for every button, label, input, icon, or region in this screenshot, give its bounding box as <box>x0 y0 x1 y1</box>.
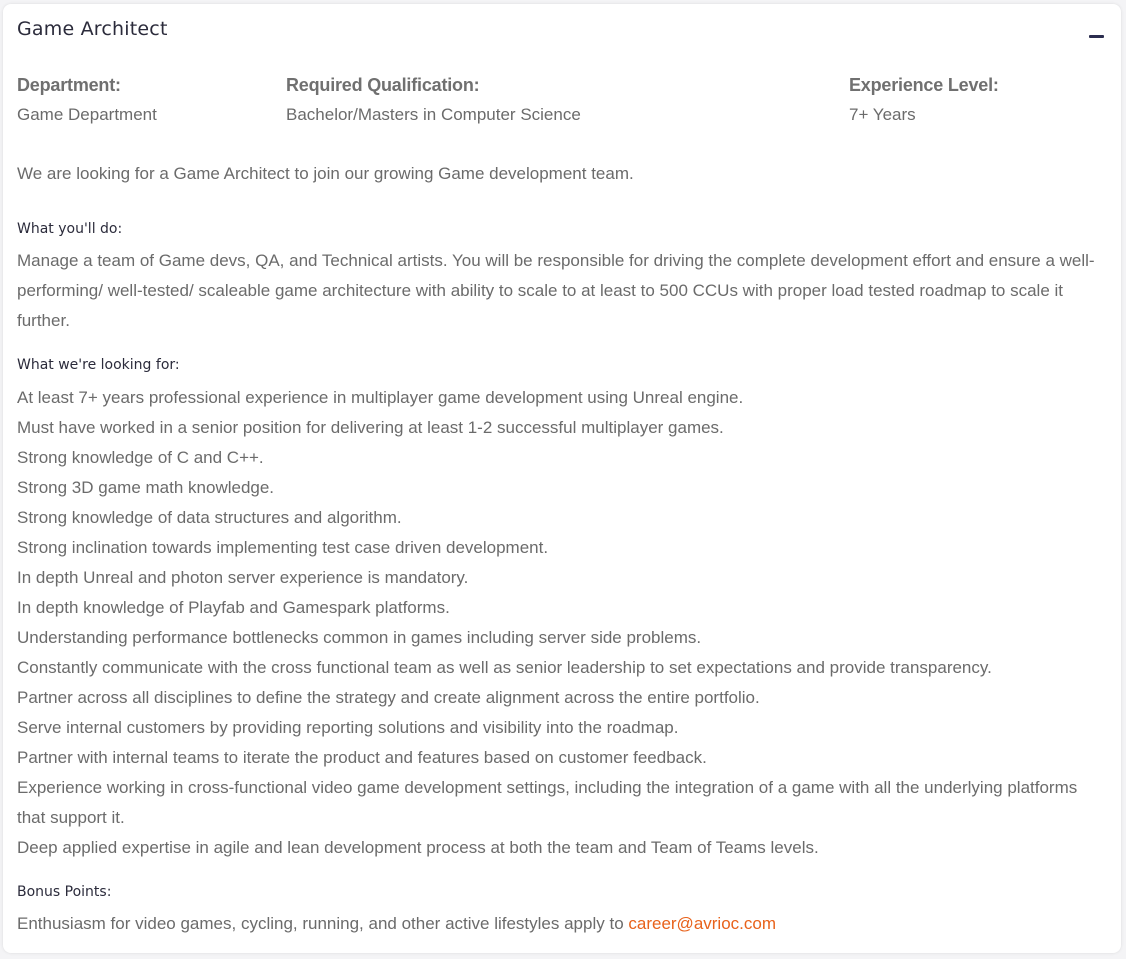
job-header[interactable] <box>17 16 1107 46</box>
job-card <box>3 4 1121 953</box>
what-you-do-text: Manage a team of Game devs, QA, and Technical artists. You will be responsible for driving the complete development effort and ensure a well-performing/ well-tested/ scaleable game architecture with ability to scale to at least to 500 CCUs with proper load tested roadmap to scale it further. <box>17 251 1095 330</box>
list-item: Experience working in cross-functional video game development settings, including the integration of a game with all the underlying platforms that support it. <box>17 778 1078 827</box>
requirements-list <box>17 383 1107 863</box>
meta-experience <box>849 74 1099 126</box>
list-item: In depth Unreal and photon server experience is mandatory. <box>17 568 469 587</box>
list-item: Serve internal customers by providing reporting solutions and visibility into the roadmap. <box>17 718 679 737</box>
meta-department <box>17 74 277 126</box>
list-item: Partner with internal teams to iterate the product and features based on customer feedback. <box>17 748 707 767</box>
bonus-text: Enthusiasm for video games, cycling, running, and other active lifestyles apply to <box>17 914 629 933</box>
list-item: Must have worked in a senior position for delivering at least 1-2 successful multiplayer games. <box>17 418 724 437</box>
collapse-button[interactable] <box>1087 21 1107 41</box>
experience-value: 7+ Years <box>849 105 916 124</box>
list-item: Constantly communicate with the cross functional team as well as senior leadership to set expectations and provide transparency. <box>17 658 992 677</box>
requirements-list-container <box>17 383 1107 863</box>
qualification-label: Required Qualification: <box>286 75 480 95</box>
minus-icon <box>1089 35 1104 38</box>
qualification-value: Bachelor/Masters in Computer Science <box>286 105 581 124</box>
department-value: Game Department <box>17 105 157 124</box>
list-item: In depth knowledge of Playfab and Gamespark platforms. <box>17 598 450 617</box>
looking-for-heading: What we're looking for: <box>17 357 180 373</box>
list-item: Strong knowledge of C and C++. <box>17 448 264 467</box>
experience-label: Experience Level: <box>849 75 999 95</box>
list-item: At least 7+ years professional experience in multiplayer game development using Unreal engine. <box>17 388 744 407</box>
list-item: Understanding performance bottlenecks common in games including server side problems. <box>17 628 702 647</box>
list-item: Strong inclination towards implementing test case driven development. <box>17 538 549 557</box>
list-item: Deep applied expertise in agile and lean development process at both the team and Team of Teams levels. <box>17 838 819 857</box>
intro-text: We are looking for a Game Architect to join our growing Game development team. <box>17 164 634 183</box>
meta-qualification <box>286 74 826 126</box>
department-label: Department: <box>17 75 121 95</box>
bonus-heading: Bonus Points: <box>17 884 112 900</box>
list-item: Strong 3D game math knowledge. <box>17 478 275 497</box>
bonus-text-line <box>17 909 1107 939</box>
job-title: Game Architect <box>17 18 168 40</box>
email-link[interactable]: career@avrioc.com <box>628 914 777 933</box>
list-item: Strong knowledge of data structures and algorithm. <box>17 508 402 527</box>
list-item: Partner across all disciplines to define the strategy and create alignment across the entire portfolio. <box>17 688 760 707</box>
what-you-do-heading: What you'll do: <box>17 221 123 237</box>
